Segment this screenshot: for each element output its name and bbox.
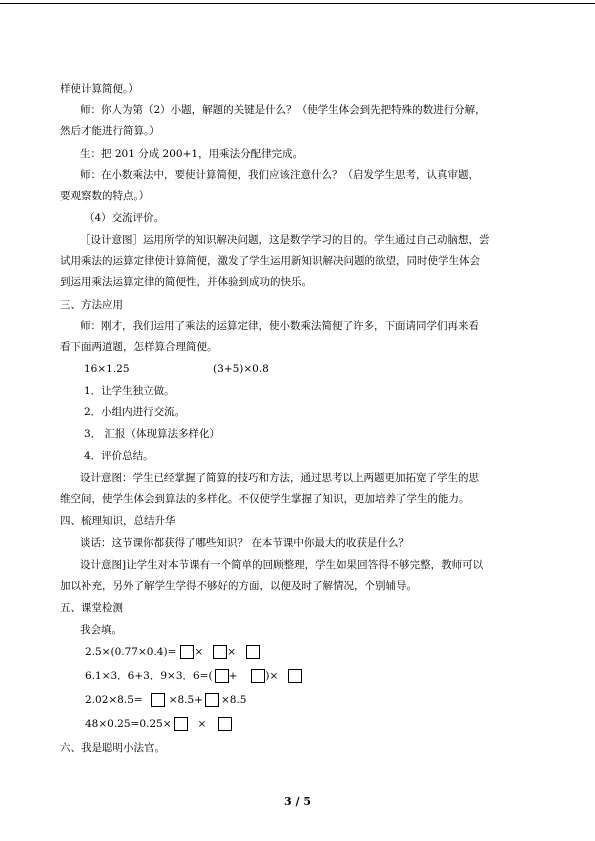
fill-text: × [197,718,207,730]
text-line: ［设计意图］运用所学的知识解决问题，这是数学学习的目的。学生通过自己动脑想，尝 [80,234,490,246]
fill-text: + [228,670,238,682]
answer-box[interactable] [251,669,265,683]
fill-text: )× [265,670,279,682]
exercise-2: (3+5)×0.8 [213,363,269,375]
text-line: 要观察数的特点。） [60,190,150,202]
fill-row-1 [85,645,260,659]
text-line: 我会填。 [80,624,122,636]
section-heading: 六、我是聪明小法官。 [60,742,165,754]
answer-box[interactable] [151,693,165,707]
fill-text: 2.5×(0.77×0.4)= [85,646,177,658]
fill-text: 2.02×8.5= [85,694,143,706]
fill-text: 48×0.25=0.25× [85,718,172,730]
answer-box[interactable] [215,669,229,683]
text-line: 生：把 201 分成 200+1，用乘法分配律完成。 [80,148,304,160]
fill-text: ×8.5+ [168,694,203,706]
text-line: 设计意图：学生已经掌握了简算的技巧和方法，通过思考以上两题更加拓宽了学生的思 [80,472,479,484]
text-line: 加以补充，另外了解学生学得不够好的方面，以便及时了解情况，个别辅导。 [60,580,417,592]
text-line: 然后才能进行简算。） [60,125,160,137]
exercise-1: 16×1.25 [84,363,130,375]
answer-box[interactable] [213,645,227,659]
fill-text: × [227,646,236,658]
answer-box[interactable] [246,645,260,659]
list-item: 3． 汇报（体现算法多样化） [84,428,221,440]
section-heading: 四、梳理知识，总结升华 [60,515,176,527]
text-line: 设计意图]让学生对本节课有一个简单的回顾整理，学生如果回答得不够完整，教师可以 [80,559,484,571]
header-rule [0,3,595,4]
list-item: 2．小组内进行交流。 [84,406,186,418]
answer-box[interactable] [180,645,194,659]
answer-box[interactable] [174,717,188,731]
text-line: （4）交流评价。 [84,212,165,224]
exercise-row [84,362,384,376]
fill-row-4 [85,717,232,731]
fill-text: 6.1×3．6+3．9×3．6=( [85,670,213,682]
text-line: 师：刚才，我们运用了乘法的运算定律，使小数乘法简便了许多，下面请同学们再来看 [80,320,479,332]
fill-text: ×8.5 [220,694,247,706]
text-line: 到运用乘法运算定律的简便性，并体验到成功的快乐。 [60,276,312,288]
list-item: 1．让学生独立做。 [84,385,175,397]
text-line: 谈话：这节课你都获得了哪些知识？ 在本节课中你最大的收获是什么？ [80,537,409,549]
text-line: 试用乘法的运算定律使计算简便，激发了学生运用新知识解决问题的欲望，同时使学生体会 [60,255,480,267]
list-item: 4．评价总结。 [84,450,154,462]
section-heading: 三、方法应用 [60,299,123,311]
fill-row-2 [85,669,302,683]
section-heading: 五、课堂检测 [60,602,123,614]
answer-box[interactable] [218,717,232,731]
fill-text: × [194,646,204,658]
text-line: 师：你人为第（2）小题，解题的关键是什么？（使学生体会到先把特殊的数进行分解， [80,104,486,116]
text-line: 维空间，使学生体会到算法的多样化。不仅使学生掌握了知识，更加培养了学生的能力。 [60,493,470,505]
text-line: 看下面两道题，怎样算合理简便。 [60,341,218,353]
answer-box[interactable] [288,669,302,683]
answer-box[interactable] [205,693,219,707]
fill-row-3 [85,693,246,707]
text-line: 样使计算简便。） [60,83,139,95]
text-line: 师：在小数乘法中，要使计算简便，我们应该注意什么？（启发学生思考，认真审题， [80,169,479,181]
page-number: 3 / 5 [284,795,311,808]
